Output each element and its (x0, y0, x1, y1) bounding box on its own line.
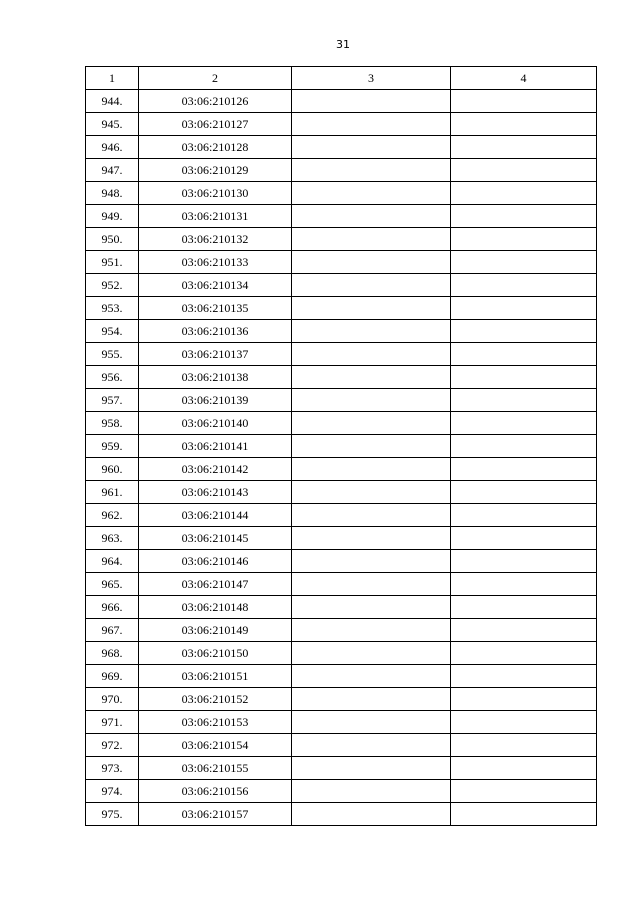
table-row (86, 596, 597, 619)
cadastral-number-cell: 03:06:210145 (139, 527, 292, 550)
row-number-cell: 971. (86, 711, 139, 734)
row-number-cell: 965. (86, 573, 139, 596)
row-number-cell: 958. (86, 412, 139, 435)
cadastral-number-cell: 03:06:210131 (139, 205, 292, 228)
table-row (86, 711, 597, 734)
row-number-cell: 949. (86, 205, 139, 228)
column-4-cell (451, 780, 597, 803)
row-number-cell: 969. (86, 665, 139, 688)
column-3-cell (292, 274, 451, 297)
column-3-cell (292, 389, 451, 412)
table-row (86, 205, 597, 228)
table-row (86, 550, 597, 573)
row-number-cell: 972. (86, 734, 139, 757)
row-number-cell: 963. (86, 527, 139, 550)
table-row (86, 412, 597, 435)
column-4-cell (451, 205, 597, 228)
cadastral-number-cell: 03:06:210129 (139, 159, 292, 182)
column-4-cell (451, 343, 597, 366)
cadastral-number-cell: 03:06:210148 (139, 596, 292, 619)
column-4-cell (451, 412, 597, 435)
table-row (86, 780, 597, 803)
row-number-cell: 945. (86, 113, 139, 136)
row-number-cell: 957. (86, 389, 139, 412)
row-number-cell: 966. (86, 596, 139, 619)
page-number: 31 (336, 38, 350, 51)
column-4-cell (451, 228, 597, 251)
cadastral-number-cell: 03:06:210144 (139, 504, 292, 527)
column-3-cell (292, 504, 451, 527)
column-4-cell (451, 573, 597, 596)
cadastral-number-cell: 03:06:210153 (139, 711, 292, 734)
column-4-cell (451, 596, 597, 619)
column-4-cell (451, 688, 597, 711)
table-row (86, 90, 597, 113)
row-number-cell: 955. (86, 343, 139, 366)
column-3-cell (292, 573, 451, 596)
table-row (86, 619, 597, 642)
table-row (86, 527, 597, 550)
cadastral-number-cell: 03:06:210154 (139, 734, 292, 757)
column-3-cell (292, 734, 451, 757)
row-number-cell: 962. (86, 504, 139, 527)
row-number-cell: 974. (86, 780, 139, 803)
row-number-cell: 944. (86, 90, 139, 113)
row-number-cell: 946. (86, 136, 139, 159)
data-table (85, 66, 597, 826)
column-3-cell (292, 481, 451, 504)
row-number-cell: 960. (86, 458, 139, 481)
row-number-cell: 970. (86, 688, 139, 711)
cadastral-number-cell: 03:06:210150 (139, 642, 292, 665)
table-row (86, 435, 597, 458)
column-4-cell (451, 297, 597, 320)
column-4-cell (451, 803, 597, 826)
cadastral-number-cell: 03:06:210143 (139, 481, 292, 504)
column-4-cell (451, 504, 597, 527)
cadastral-number-cell: 03:06:210157 (139, 803, 292, 826)
column-4-cell (451, 389, 597, 412)
column-4-cell (451, 642, 597, 665)
cadastral-number-cell: 03:06:210128 (139, 136, 292, 159)
row-number-cell: 968. (86, 642, 139, 665)
cadastral-number-cell: 03:06:210151 (139, 665, 292, 688)
row-number-cell: 953. (86, 297, 139, 320)
column-4-cell (451, 159, 597, 182)
row-number-cell: 967. (86, 619, 139, 642)
column-3-cell (292, 251, 451, 274)
column-3-cell (292, 297, 451, 320)
table-row (86, 665, 597, 688)
table-row (86, 320, 597, 343)
column-3-cell (292, 711, 451, 734)
column-3-cell (292, 803, 451, 826)
column-3-cell (292, 412, 451, 435)
table-row (86, 159, 597, 182)
table-row (86, 297, 597, 320)
row-number-cell: 973. (86, 757, 139, 780)
cadastral-number-cell: 03:06:210132 (139, 228, 292, 251)
row-number-cell: 956. (86, 366, 139, 389)
cadastral-number-cell: 03:06:210135 (139, 297, 292, 320)
cadastral-number-cell: 03:06:210152 (139, 688, 292, 711)
table-row (86, 481, 597, 504)
column-3-cell (292, 343, 451, 366)
cadastral-number-cell: 03:06:210138 (139, 366, 292, 389)
table-row (86, 734, 597, 757)
column-4-cell (451, 665, 597, 688)
column-4-cell (451, 711, 597, 734)
row-number-cell: 964. (86, 550, 139, 573)
column-4-cell (451, 113, 597, 136)
column-4-cell (451, 527, 597, 550)
cadastral-number-cell: 03:06:210126 (139, 90, 292, 113)
table-row (86, 136, 597, 159)
table-row (86, 573, 597, 596)
column-3-cell (292, 228, 451, 251)
cadastral-number-cell: 03:06:210142 (139, 458, 292, 481)
column-3-cell (292, 688, 451, 711)
row-number-cell: 950. (86, 228, 139, 251)
column-3-cell (292, 665, 451, 688)
column-3-cell (292, 320, 451, 343)
column-4-cell (451, 757, 597, 780)
column-3-cell (292, 550, 451, 573)
column-header-4: 4 (451, 67, 597, 90)
cadastral-number-cell: 03:06:210141 (139, 435, 292, 458)
table-row (86, 274, 597, 297)
column-4-cell (451, 251, 597, 274)
column-header-1: 1 (86, 67, 139, 90)
column-4-cell (451, 366, 597, 389)
column-3-cell (292, 182, 451, 205)
table-row (86, 757, 597, 780)
cadastral-number-cell: 03:06:210130 (139, 182, 292, 205)
table-row (86, 343, 597, 366)
cadastral-number-cell: 03:06:210147 (139, 573, 292, 596)
table-row (86, 642, 597, 665)
column-4-cell (451, 320, 597, 343)
cadastral-number-cell: 03:06:210136 (139, 320, 292, 343)
cadastral-number-cell: 03:06:210134 (139, 274, 292, 297)
column-4-cell (451, 274, 597, 297)
column-3-cell (292, 458, 451, 481)
column-4-cell (451, 550, 597, 573)
column-4-cell (451, 90, 597, 113)
cadastral-number-cell: 03:06:210140 (139, 412, 292, 435)
column-3-cell (292, 366, 451, 389)
table-row (86, 504, 597, 527)
table-row (86, 458, 597, 481)
row-number-cell: 951. (86, 251, 139, 274)
column-3-cell (292, 159, 451, 182)
table-row (86, 688, 597, 711)
row-number-cell: 947. (86, 159, 139, 182)
column-4-cell (451, 734, 597, 757)
table-row (86, 803, 597, 826)
row-number-cell: 959. (86, 435, 139, 458)
column-3-cell (292, 205, 451, 228)
cadastral-number-cell: 03:06:210146 (139, 550, 292, 573)
column-3-cell (292, 136, 451, 159)
column-4-cell (451, 136, 597, 159)
cadastral-number-cell: 03:06:210155 (139, 757, 292, 780)
column-3-cell (292, 113, 451, 136)
column-4-cell (451, 619, 597, 642)
column-3-cell (292, 435, 451, 458)
table-row (86, 182, 597, 205)
table-header-row (86, 67, 597, 90)
column-3-cell (292, 90, 451, 113)
column-3-cell (292, 619, 451, 642)
table-row (86, 251, 597, 274)
table-row (86, 113, 597, 136)
row-number-cell: 961. (86, 481, 139, 504)
row-number-cell: 954. (86, 320, 139, 343)
column-3-cell (292, 780, 451, 803)
column-header-3: 3 (292, 67, 451, 90)
cadastral-number-cell: 03:06:210133 (139, 251, 292, 274)
column-4-cell (451, 481, 597, 504)
column-header-2: 2 (139, 67, 292, 90)
column-4-cell (451, 182, 597, 205)
cadastral-number-cell: 03:06:210149 (139, 619, 292, 642)
cadastral-number-cell: 03:06:210139 (139, 389, 292, 412)
row-number-cell: 952. (86, 274, 139, 297)
column-3-cell (292, 642, 451, 665)
row-number-cell: 975. (86, 803, 139, 826)
column-3-cell (292, 596, 451, 619)
row-number-cell: 948. (86, 182, 139, 205)
column-4-cell (451, 435, 597, 458)
table-row (86, 228, 597, 251)
table-body (86, 67, 597, 826)
table-row (86, 389, 597, 412)
table-row (86, 366, 597, 389)
cadastral-number-cell: 03:06:210137 (139, 343, 292, 366)
cadastral-number-cell: 03:06:210127 (139, 113, 292, 136)
column-3-cell (292, 757, 451, 780)
cadastral-number-cell: 03:06:210156 (139, 780, 292, 803)
column-4-cell (451, 458, 597, 481)
column-3-cell (292, 527, 451, 550)
